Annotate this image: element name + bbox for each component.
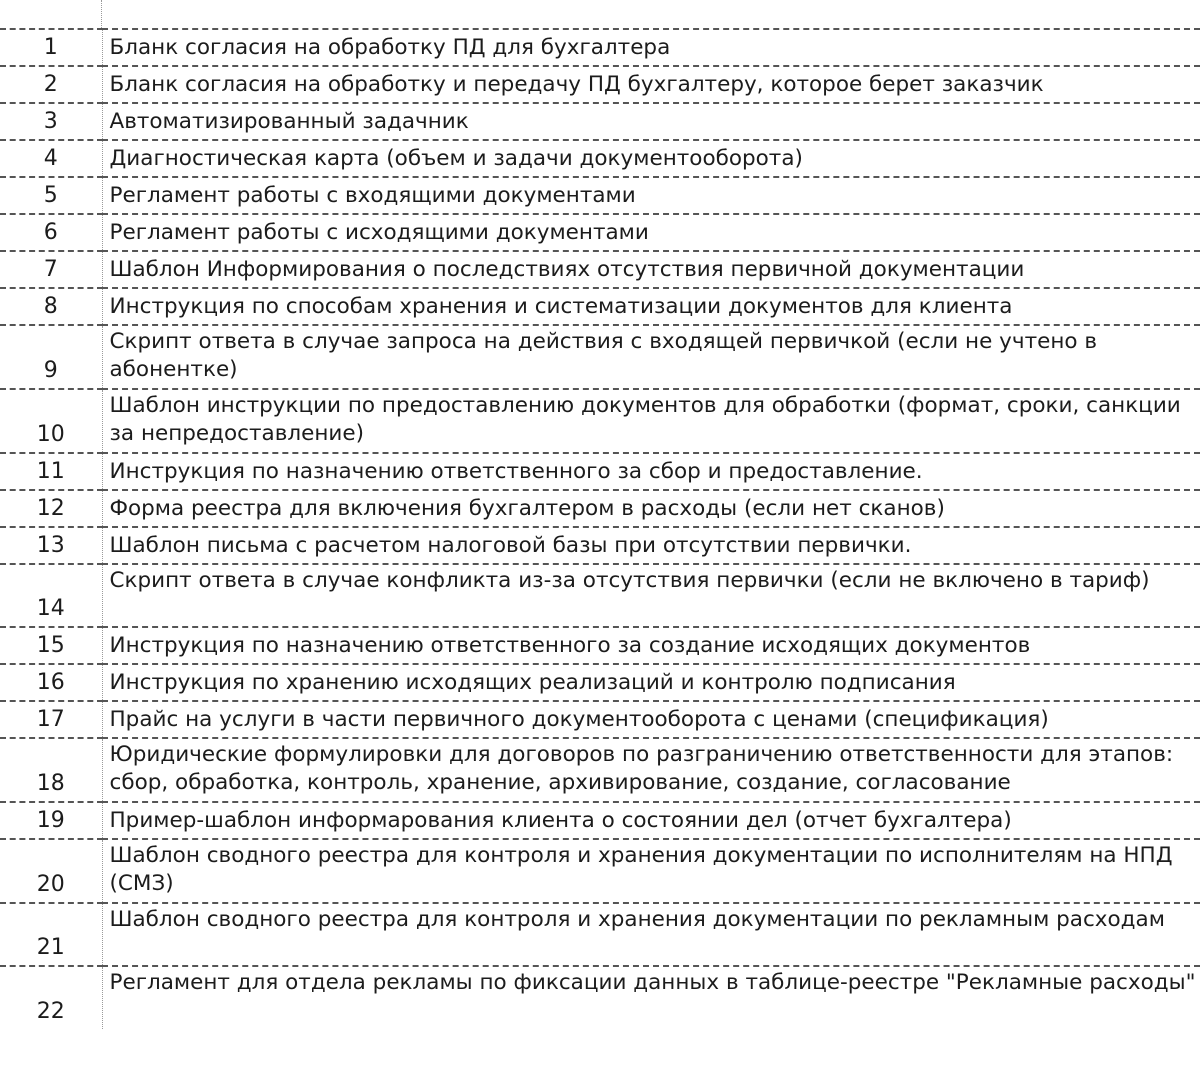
row-number: 22 — [0, 966, 102, 1029]
table-row — [0, 453, 1200, 490]
row-number: 19 — [0, 802, 102, 839]
row-number: 3 — [0, 103, 102, 140]
row-text: Скрипт ответа в случае запроса на действия с входящей первичкой (если не учтено в абонентке) — [109, 329, 1098, 382]
row-number: 16 — [0, 664, 102, 701]
row-text: Скрипт ответа в случае конфликта из-за отсутствия первички (если не включено в тариф) — [109, 568, 1150, 593]
row-number: 13 — [0, 527, 102, 564]
row-text: Шаблон сводного реестра для контроля и хранения документации по рекламным расходам — [109, 907, 1165, 932]
row-number: 12 — [0, 490, 102, 527]
table-row — [0, 490, 1200, 527]
table-row — [0, 103, 1200, 140]
table-row — [0, 564, 1200, 627]
row-number: 17 — [0, 701, 102, 738]
table-row — [0, 903, 1200, 966]
row-text: Инструкция по способам хранения и систематизации документов для клиента — [109, 293, 1013, 319]
table-row — [0, 664, 1200, 701]
table-header-spacer — [0, 0, 1200, 28]
row-number: 2 — [0, 66, 102, 103]
table-row — [0, 701, 1200, 738]
row-number: 7 — [0, 251, 102, 288]
documents-table — [0, 28, 1200, 1029]
row-number: 15 — [0, 627, 102, 664]
table-row — [0, 839, 1200, 903]
row-number: 5 — [0, 177, 102, 214]
row-text: Прайс на услуги в части первичного документооборота с ценами (спецификация) — [109, 706, 1049, 732]
row-text: Бланк согласия на обработку и передачу ПД бухгалтеру, которое берет заказчик — [109, 71, 1044, 97]
table-row — [0, 389, 1200, 453]
row-text: Шаблон сводного реестра для контроля и хранения документации по исполнителям на НПД (СМЗ) — [109, 843, 1173, 896]
table-row — [0, 288, 1200, 325]
row-number: 10 — [0, 389, 102, 453]
row-text: Диагностическая карта (объем и задачи документооборота) — [109, 145, 803, 171]
row-number: 6 — [0, 214, 102, 251]
row-number: 8 — [0, 288, 102, 325]
table-row — [0, 251, 1200, 288]
row-text: Инструкция по назначению ответственного за сбор и предоставление. — [109, 458, 923, 484]
table-row — [0, 966, 1200, 1029]
row-text: Пример-шаблон информарования клиента о состоянии дел (отчет бухгалтера) — [109, 807, 1012, 833]
table-row — [0, 325, 1200, 389]
table-row — [0, 29, 1200, 66]
row-text: Юридические формулировки для договоров по разграничению ответственности для этапов: сбор, обработка, контроль, хранение, архивирование, создание, согласование — [109, 742, 1174, 795]
table-row — [0, 738, 1200, 802]
table-row — [0, 140, 1200, 177]
row-text: Регламент работы с входящими документами — [109, 182, 636, 208]
row-text: Шаблон Информирования о последствиях отсутствия первичной документации — [109, 256, 1025, 282]
table-row — [0, 527, 1200, 564]
row-number: 20 — [0, 839, 102, 903]
row-text: Инструкция по назначению ответственного за создание исходящих документов — [109, 632, 1031, 658]
table-row — [0, 214, 1200, 251]
row-text: Бланк согласия на обработку ПД для бухгалтера — [109, 34, 671, 60]
row-text: Шаблон письма с расчетом налоговой базы при отсутствии первички. — [109, 532, 912, 558]
row-number: 21 — [0, 903, 102, 966]
row-number: 9 — [0, 325, 102, 389]
table-row — [0, 66, 1200, 103]
row-text: Регламент работы с исходящими документами — [109, 219, 649, 245]
row-text: Форма реестра для включения бухгалтером в расходы (если нет сканов) — [109, 495, 945, 521]
row-text: Регламент для отдела рекламы по фиксации данных в таблице-реестре "Рекламные расходы" — [109, 970, 1196, 995]
row-number: 11 — [0, 453, 102, 490]
row-text: Инструкция по хранению исходящих реализаций и контролю подписания — [109, 669, 956, 695]
table-row — [0, 177, 1200, 214]
row-text: Автоматизированный задачник — [109, 108, 469, 134]
table-row — [0, 627, 1200, 664]
row-number: 4 — [0, 140, 102, 177]
row-number: 14 — [0, 564, 102, 627]
row-text: Шаблон инструкции по предоставлению документов для обработки (формат, сроки, санкции за непредоставление) — [109, 393, 1181, 446]
row-number: 1 — [0, 29, 102, 66]
table-row — [0, 802, 1200, 839]
row-number: 18 — [0, 738, 102, 802]
column-divider — [101, 0, 102, 28]
